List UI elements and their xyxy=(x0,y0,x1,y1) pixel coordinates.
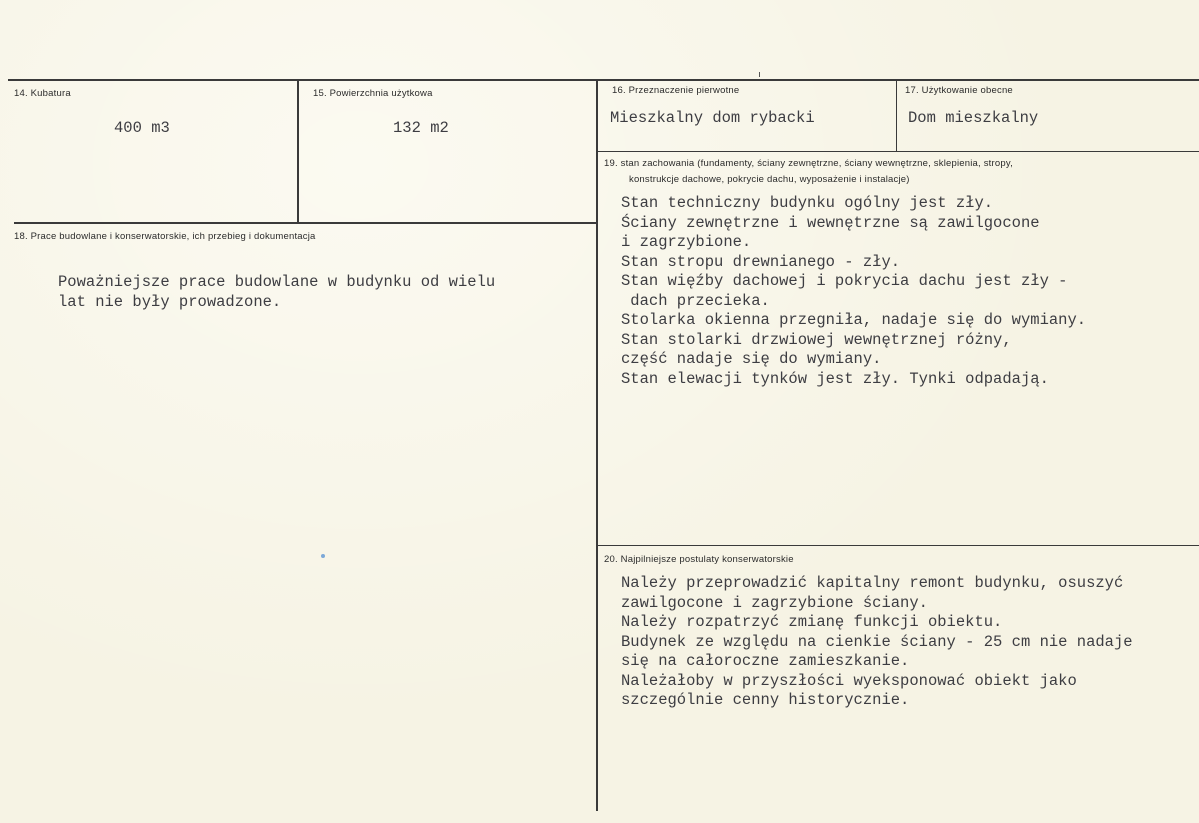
stan-line: Stan stropu drewnianego - zły. xyxy=(621,252,901,271)
divider-16-17 xyxy=(896,80,897,152)
uzytkowanie-label: 17. Użytkowanie obecne xyxy=(905,85,1013,96)
kubatura-label: 14. Kubatura xyxy=(14,88,71,99)
rule-under-16-17 xyxy=(597,151,1199,152)
stan-line: Stan techniczny budynku ogólny jest zły. xyxy=(621,194,994,212)
stan-line: część nadaje się do wymiany. xyxy=(621,350,882,368)
postulaty-label: 20. Najpilniejsze postulaty konserwatorskie xyxy=(604,554,794,565)
stan-line: Stan elewacji tynków jest zły. Tynki odpadają. xyxy=(621,369,1049,388)
postulaty-line: Należy rozpatrzyć zmianę funkcji obiektu. xyxy=(621,613,1003,631)
prace-label: 18. Prace budowlane i konserwatorskie, ich przebieg i dokumentacja xyxy=(14,231,316,242)
top-tick xyxy=(759,72,760,77)
stan-line: Stolarka okienna przegniła, nadaje się do wymiany. xyxy=(621,311,1087,329)
top-rule xyxy=(8,79,1199,81)
stan-line: Stan więźby dachowej i pokrycia dachu jest zły - xyxy=(621,272,1068,290)
postulaty-line: zawilgocone i zagrzybione ściany. xyxy=(621,593,928,612)
blue-ink-dot xyxy=(321,554,325,558)
postulaty-line: Należy przeprowadzić kapitalny remont budynku, osuszyć xyxy=(621,574,1124,592)
kubatura-value: 400 m3 xyxy=(114,119,170,137)
rule-under-19 xyxy=(597,545,1199,546)
prace-line: Poważniejsze prace budowlane w budynku od wielu xyxy=(58,273,496,291)
stan-line: dach przecieka. xyxy=(630,291,770,310)
stan-label-line2: konstrukcje dachowe, pokrycie dachu, wyposażenie i instalacje) xyxy=(629,174,910,185)
postulaty-line: szczególnie cenny historycznie. xyxy=(621,691,910,709)
przeznaczenie-value: Mieszkalny dom rybacki xyxy=(610,109,815,127)
postulaty-line: Budynek ze względu na cienkie ściany - 25 cm nie nadaje xyxy=(621,632,1133,651)
rule-under-14-15 xyxy=(14,222,598,224)
postulaty-line: się na całoroczne zamieszkanie. xyxy=(621,652,910,670)
powierzchnia-label: 15. Powierzchnia użytkowa xyxy=(313,88,433,99)
powierzchnia-value: 132 m2 xyxy=(393,119,449,137)
prace-line: lat nie były prowadzone. xyxy=(58,292,282,311)
divider-left-right xyxy=(596,80,598,811)
postulaty-text xyxy=(621,574,1133,711)
divider-14-15 xyxy=(297,80,299,223)
postulaty-line: Należałoby w przyszłości wyeksponować obiekt jako xyxy=(621,671,1077,690)
stan-line: Ściany zewnętrzne i wewnętrzne są zawilgocone xyxy=(621,213,1040,232)
uzytkowanie-value: Dom mieszkalny xyxy=(908,109,1039,127)
stan-line: Stan stolarki drzwiowej wewnętrznej różny, xyxy=(621,330,1012,349)
przeznaczenie-label: 16. Przeznaczenie pierwotne xyxy=(612,85,740,96)
prace-text xyxy=(58,273,495,312)
stan-text xyxy=(621,194,1086,389)
stan-label-line1: 19. stan zachowania (fundamenty, ściany zewnętrzne, ściany wewnętrzne, sklepienia, stropy, xyxy=(604,158,1013,169)
stan-line: i zagrzybione. xyxy=(621,233,752,251)
